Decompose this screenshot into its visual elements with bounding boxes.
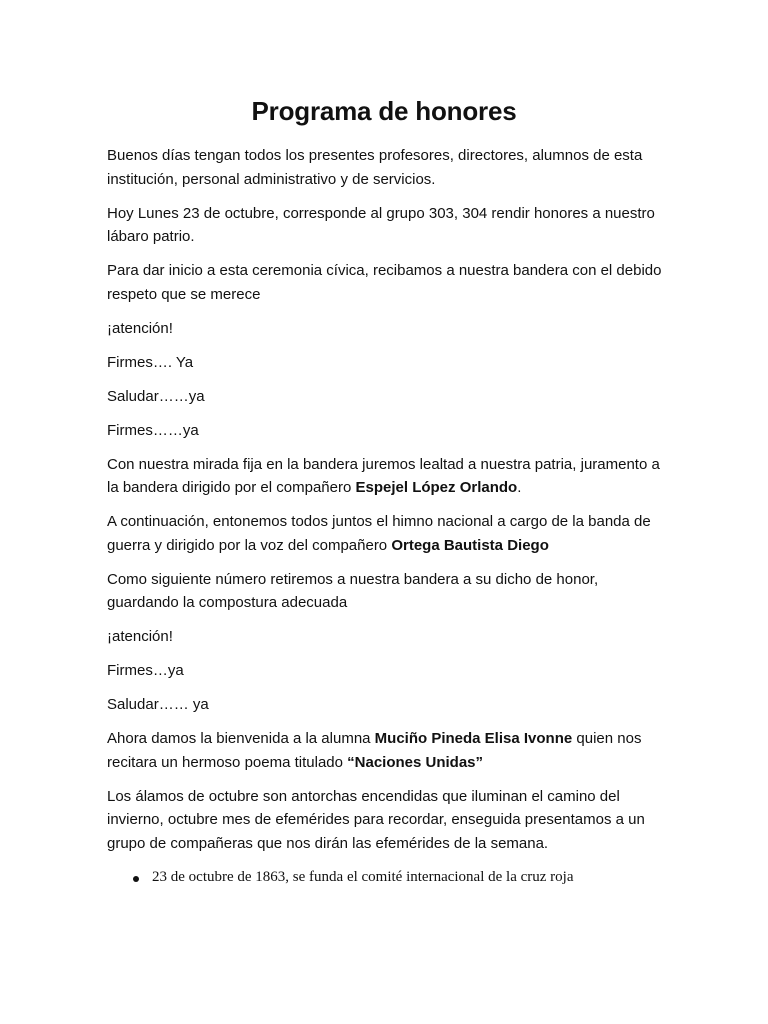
paragraph-anthem: [107, 510, 667, 557]
command-saludar: Saludar…… ya: [107, 696, 209, 713]
paragraph-text: A continuación, entonemos todos juntos el himno nacional a cargo de la banda de guerra y dirigido por la voz del compañero: [107, 513, 651, 554]
paragraph-flag-retire: Como siguiente número retiremos a nuestra bandera a su dicho de honor, guardando la compostura adecuada: [107, 570, 599, 611]
command-firmes: Firmes…. Ya: [107, 353, 194, 371]
student-name: Muciño Pineda Elisa Ivonne: [374, 730, 573, 747]
paragraph-text: Ahora damos la bienvenida a la alumna: [107, 730, 375, 747]
student-name: Ortega Bautista Diego: [391, 536, 549, 554]
paragraph-ceremony-start: Para dar inicio a esta ceremonia cívica, recibamos a nuestra bandera con el debido respeto que se merece: [107, 262, 662, 303]
paragraph-poem: [107, 727, 667, 774]
list-item: 23 de octubre de 1863, se funda el comité internacional de la cruz roja: [107, 866, 667, 890]
document-title: Programa de honores: [251, 96, 517, 126]
command-firmes: Firmes……ya: [107, 421, 199, 439]
command-attention: ¡atención!: [107, 628, 173, 645]
command-saludar: Saludar……ya: [107, 387, 205, 405]
paragraph-oath: [107, 453, 667, 500]
paragraph-ephemerides: Los álamos de octubre son antorchas encendidas que iluminan el camino del invierno, octubre mes de efemérides para recordar, enseguida presentamos a un grupo de compañeras que nos dirán las efemérides de la semana.: [107, 787, 645, 852]
paragraph-text: .: [517, 479, 522, 496]
paragraph-date-group: Hoy Lunes 23 de octubre, corresponde al grupo 303, 304 rendir honores a nuestro lábaro patrio.: [107, 204, 655, 245]
ephemerides-list: [107, 866, 667, 890]
command-firmes: Firmes…ya: [107, 662, 184, 679]
command-attention: ¡atención!: [107, 319, 173, 337]
paragraph-text: Con nuestra mirada fija en la bandera juremos lealtad a nuestra patria, juramento a la bandera dirigido por el compañero: [107, 455, 660, 496]
document-body: [107, 144, 667, 889]
student-name: Espejel López Orlando: [355, 479, 518, 496]
poem-title: “Naciones Unidas”: [347, 753, 484, 771]
paragraph-greeting: Buenos días tengan todos los presentes profesores, directores, alumnos de esta institución, personal administrativo y de servicios.: [107, 147, 643, 188]
paragraph-text: quien nos recitara un hermoso poema titulado: [107, 730, 642, 771]
